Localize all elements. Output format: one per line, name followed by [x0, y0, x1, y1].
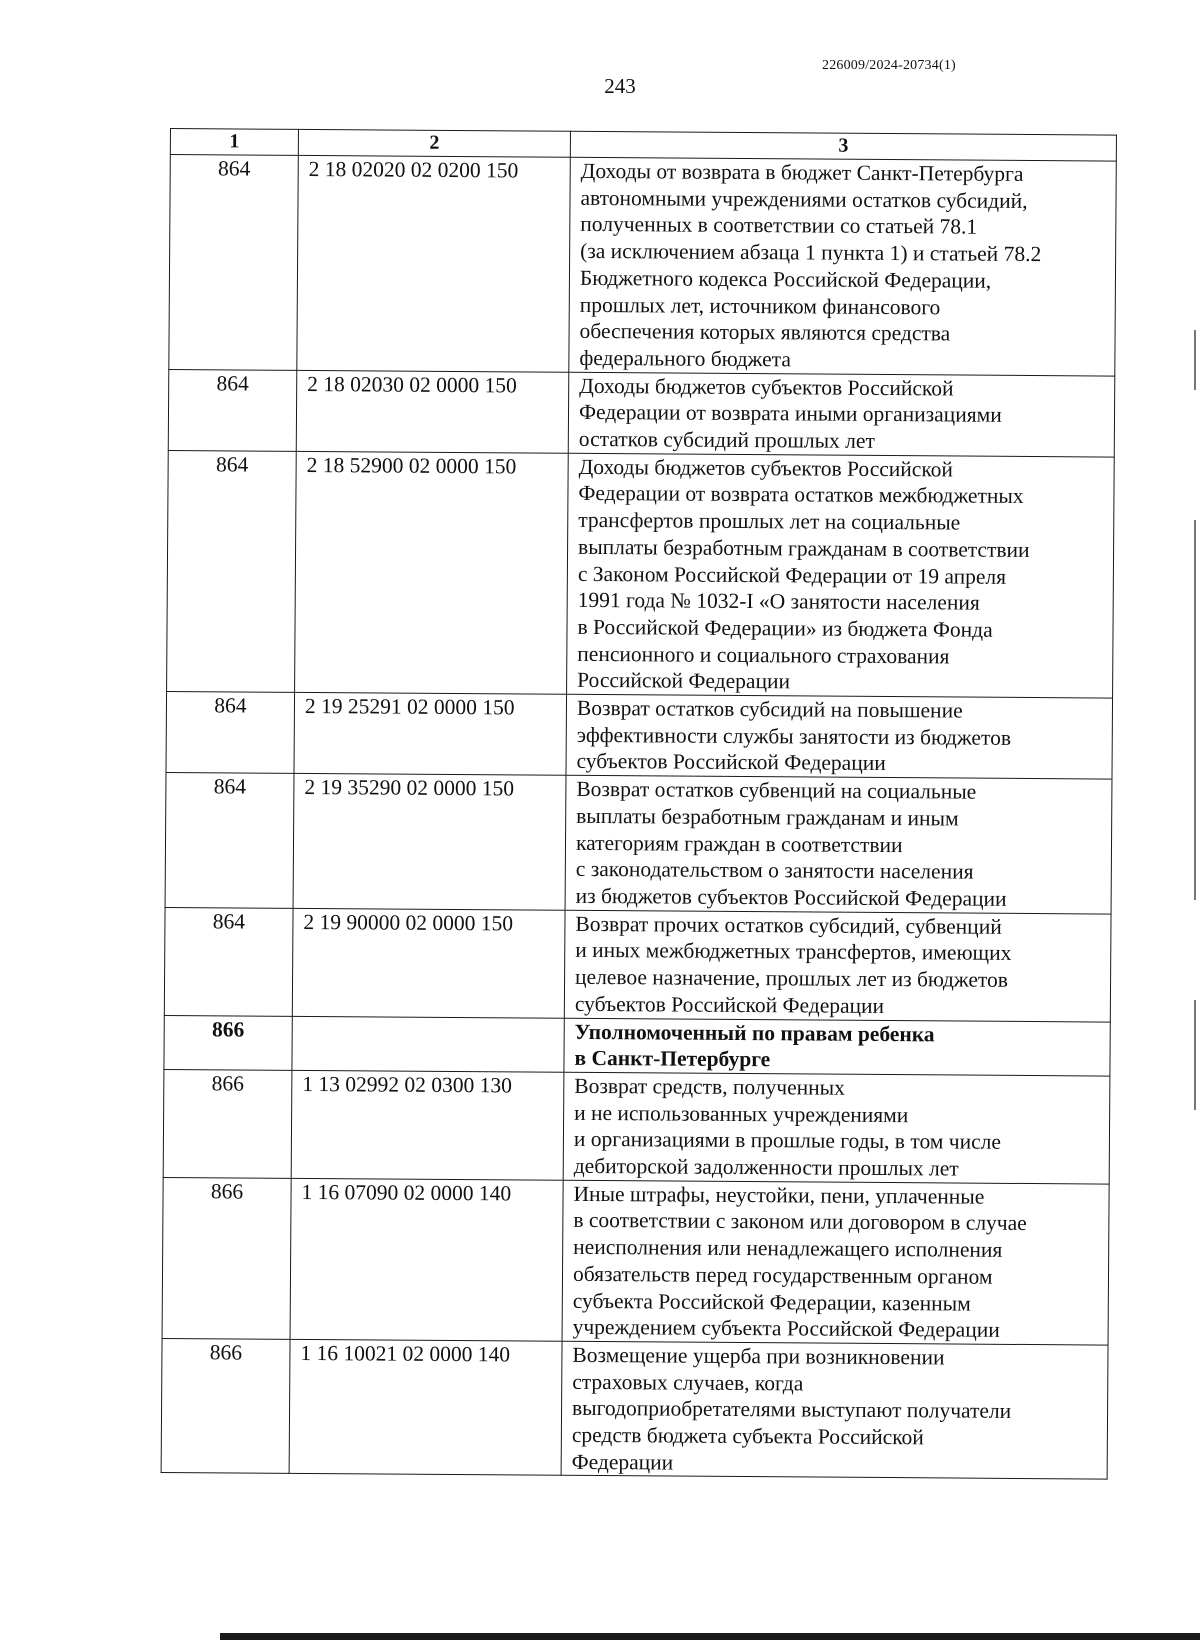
- admin-code-cell: 864: [164, 907, 293, 1016]
- description-cell: [564, 1018, 1110, 1076]
- description-line: остатков субсидий прошлых лет: [578, 426, 875, 453]
- description-line: 1991 года № 1032-I «О занятости населения: [577, 588, 980, 615]
- description-line: Возврат средств, полученных: [574, 1073, 845, 1100]
- description-line: неисполнения или ненадлежащего исполнения: [573, 1234, 1003, 1262]
- description-line: и не использованных учреждениями: [574, 1100, 909, 1127]
- description-cell: [568, 372, 1115, 457]
- description-line: Федерации: [571, 1449, 674, 1475]
- admin-code-cell: 864: [168, 369, 297, 451]
- budget-code-cell: 2 19 25291 02 0000 150: [294, 692, 567, 775]
- table-row: [164, 1015, 1110, 1076]
- description-cell: [564, 910, 1111, 1022]
- description-line: Доходы бюджетов субъектов Российской: [578, 454, 954, 482]
- admin-code-cell: 864: [167, 450, 297, 692]
- budget-code-cell: 1 16 10021 02 0000 140: [289, 1339, 562, 1475]
- description-line: Российской Федерации: [577, 668, 791, 694]
- description-line: средств бюджета субъекта Российской: [571, 1422, 924, 1450]
- budget-code-cell: [292, 1016, 564, 1072]
- description-cell: [569, 157, 1116, 375]
- admin-code-cell: 866: [162, 1177, 291, 1339]
- description-cell: [562, 1180, 1109, 1345]
- description-line: Возврат остатков субсидий на повышение: [576, 695, 963, 723]
- table-row: [163, 1069, 1110, 1183]
- description-line: страховых случаев, когда: [572, 1369, 804, 1396]
- description-line: в Российской Федерации» из бюджета Фонда: [577, 614, 993, 642]
- admin-code-cell: 864: [166, 692, 295, 774]
- description-line: и организациями в прошлые годы, в том числе: [573, 1127, 1002, 1155]
- scan-edge-line: [220, 1633, 1200, 1640]
- description-line: с Законом Российской Федерации от 19 апреля: [577, 561, 1007, 589]
- table-row: [167, 450, 1115, 698]
- description-line: пенсионного и социального страхования: [577, 641, 950, 669]
- admin-code-cell: 866: [164, 1015, 292, 1070]
- admin-code-cell: 864: [165, 773, 294, 908]
- description-line: Федерации от возврата иными организациями: [578, 400, 1002, 428]
- table-row: [162, 1177, 1109, 1345]
- table-row: [169, 155, 1116, 376]
- page-number: 243: [604, 74, 636, 98]
- description-line: эффективности службы занятости из бюджетов: [576, 722, 1012, 750]
- description-line: целевое назначение, прошлых лет из бюджетов: [574, 964, 1009, 992]
- description-line: трансфертов прошлых лет на социальные: [578, 508, 961, 535]
- description-line: в Санкт-Петербурге: [574, 1046, 771, 1072]
- description-cell: [563, 1072, 1110, 1184]
- description-line: (за исключением абзаца 1 пункта 1) и статьей 78.2: [580, 238, 1042, 267]
- admin-code-cell: 866: [161, 1338, 290, 1473]
- budget-code-cell: 2 18 02020 02 0200 150: [297, 155, 570, 372]
- description-line: Доходы бюджетов субъектов Российской: [579, 373, 954, 401]
- description-cell: [561, 1341, 1108, 1479]
- description-line: Возмещение ущерба при возникновении: [572, 1342, 945, 1370]
- budget-code-cell: 2 19 35290 02 0000 150: [293, 774, 566, 910]
- description-line: Возврат прочих остатков субсидий, субвенций: [575, 911, 1002, 939]
- admin-code-cell: 866: [163, 1069, 292, 1178]
- description-line: Иные штрафы, неустойки, пени, уплаченные: [573, 1181, 985, 1209]
- budget-code-cell: 2 19 90000 02 0000 150: [292, 908, 565, 1018]
- table-row: [165, 773, 1112, 914]
- description-line: прошлых лет, источником финансового: [579, 292, 941, 319]
- budget-code-cell: 1 16 07090 02 0000 140: [290, 1178, 563, 1341]
- table-row: [161, 1338, 1108, 1479]
- description-line: учреждением субъекта Российской Федерации: [572, 1315, 1000, 1343]
- description-line: в соответствии с законом или договором в случае: [573, 1208, 1027, 1236]
- description-line: Бюджетного кодекса Российской Федерации,: [579, 265, 992, 293]
- revenue-codes-table: [161, 128, 1117, 1480]
- document-id: 226009/2024-20734(1): [822, 58, 956, 73]
- column-header-2: 2: [298, 129, 570, 157]
- description-line: автономными учреждениями остатков субсидий,: [580, 185, 1028, 213]
- budget-code-cell: 1 13 02992 02 0300 130: [291, 1070, 564, 1180]
- column-header-1: 1: [170, 129, 298, 156]
- description-cell: [566, 694, 1113, 779]
- scan-edge-mark: [1194, 520, 1196, 900]
- table-row: [168, 369, 1115, 457]
- description-line: Федерации от возврата остатков межбюджетных: [578, 481, 1024, 509]
- description-line: субъектов Российской Федерации: [574, 991, 885, 1018]
- description-line: субъекта Российской Федерации, казенным: [572, 1288, 971, 1316]
- budget-code-cell: 2 18 52900 02 0000 150: [295, 451, 569, 694]
- description-line: Уполномоченный по правам ребенка: [574, 1019, 935, 1046]
- table-row: [166, 692, 1113, 780]
- description-line: обязательств перед государственным органом: [572, 1261, 993, 1289]
- description-line: выплаты безработным гражданам и иным: [576, 803, 959, 831]
- description-cell: [565, 775, 1112, 913]
- description-line: федерального бюджета: [579, 345, 791, 372]
- description-line: из бюджетов субъектов Российской Федерации: [575, 883, 1007, 911]
- description-line: и иных межбюджетных трансфертов, имеющих: [575, 938, 1012, 966]
- scan-edge-mark: [1194, 1000, 1196, 1110]
- budget-code-cell: 2 18 02030 02 0000 150: [296, 370, 569, 453]
- column-header-3: 3: [570, 131, 1116, 161]
- description-line: субъектов Российской Федерации: [576, 749, 886, 776]
- description-line: дебиторской задолженности прошлых лет: [573, 1153, 959, 1181]
- table-row: [164, 907, 1111, 1021]
- revenue-codes-table-wrapper: [161, 128, 1116, 1480]
- description-line: выплаты безработным гражданам в соответствии: [578, 534, 1030, 562]
- table-body: [161, 155, 1116, 1480]
- description-line: категориям граждан в соответствии: [575, 830, 903, 857]
- description-line: Доходы от возврата в бюджет Санкт-Петербурга: [580, 158, 1024, 186]
- description-line: выгодоприобретателями выступают получатели: [571, 1396, 1012, 1424]
- scan-edge-mark: [1194, 330, 1196, 390]
- admin-code-cell: 864: [169, 155, 298, 371]
- description-line: с законодательством о занятости населения: [575, 857, 974, 884]
- description-cell: [567, 453, 1115, 698]
- description-line: Возврат остатков субвенций на социальные: [576, 777, 977, 804]
- description-line: обеспечения которых являются средства: [579, 319, 951, 346]
- description-line: полученных в соответствии со статьей 78.1: [580, 212, 978, 240]
